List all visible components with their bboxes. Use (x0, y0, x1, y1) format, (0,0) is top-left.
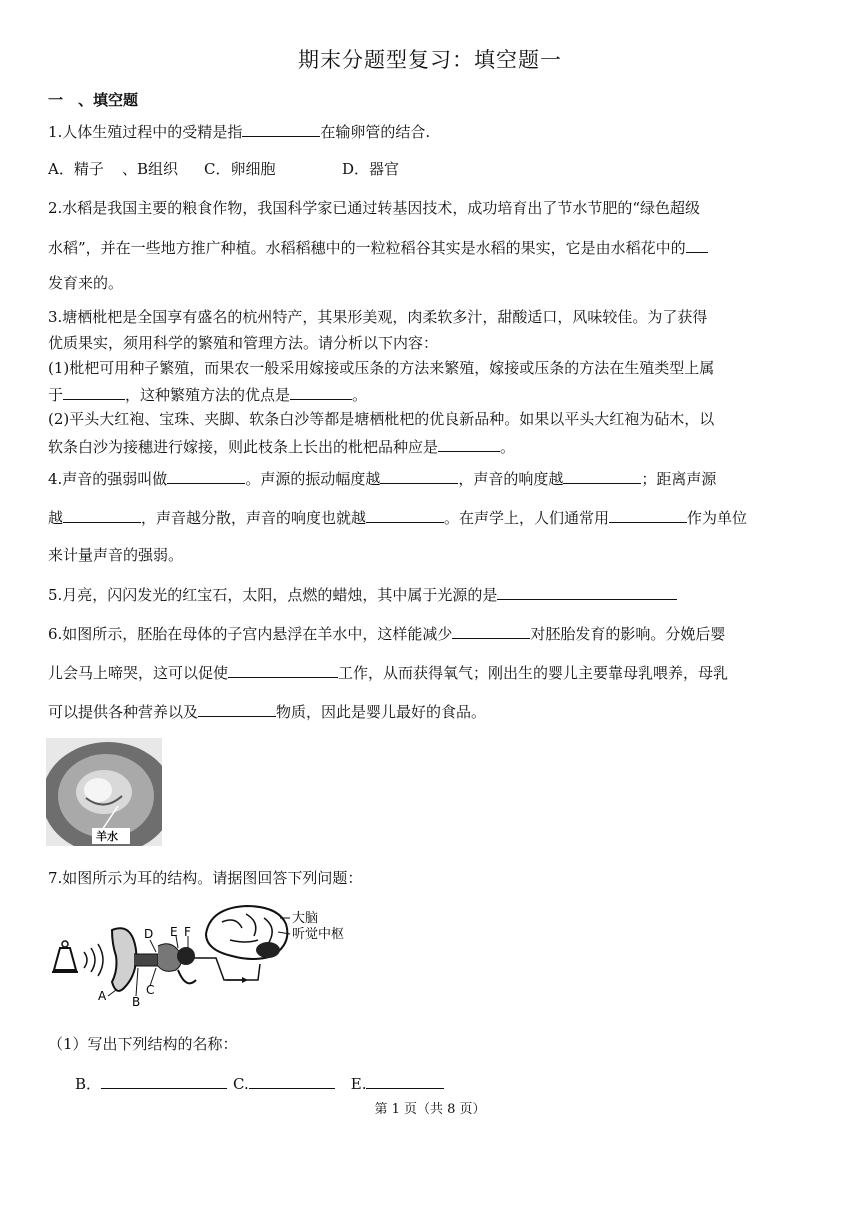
q7-blank-b[interactable] (101, 1072, 227, 1089)
q4-text-7: 。在声学上，人们通常用 (444, 509, 610, 527)
q6-line-1 (48, 622, 725, 644)
q1-option-c[interactable]: C．卵细胞 (204, 160, 276, 178)
q2-line-3: 发育来的。 (48, 274, 124, 292)
q3-line-4-text: 于 (48, 386, 64, 404)
q3-line-5: (2)平头大红袍、宝珠、夹脚、软条白沙等都是塘栖枇杷的优良新品种。如果以平头大红袍为砧木，以 (48, 410, 715, 428)
q4-line-3: 来计量声音的强弱。 (48, 546, 184, 564)
q4-blank-1[interactable] (167, 467, 245, 484)
q6-blank-1[interactable] (452, 622, 530, 639)
label-F: F (184, 925, 191, 939)
q4-blank-6[interactable] (609, 506, 687, 523)
q6-blank-2[interactable] (228, 661, 338, 678)
q4-line-1 (48, 467, 716, 489)
q2-line-2-text: 水稻”，并在一些地方推广种植。水稻稻穗中的一粒粒稻谷其实是水稻的果实，它是由水稻花中的 (48, 239, 686, 257)
q4-line-2 (48, 506, 747, 528)
label-brain: 大脑 (292, 911, 319, 926)
q1-blank[interactable] (242, 120, 320, 137)
q2-blank[interactable] (686, 236, 708, 253)
q1-option-b[interactable]: 、B组织 (122, 160, 179, 178)
ear-structure-figure (46, 900, 356, 1010)
q1-option-a[interactable]: A．精子 (48, 160, 104, 178)
label-auditory-center: 听觉中枢 (292, 927, 345, 942)
q6-text-5: 可以提供各种营养以及 (48, 703, 199, 721)
q2-line-2 (48, 236, 708, 258)
q6-text-6: 物质，因此是婴儿最好的食品。 (276, 703, 487, 721)
q3-line-2: 优质果实，须用科学的繁殖和管理方法。请分析以下内容： (48, 334, 439, 352)
q4-blank-2[interactable] (380, 467, 458, 484)
q6-line-3 (48, 700, 486, 722)
q6-text-4: 工作，从而获得氧气；刚出生的婴儿主要靠母乳喂养，母乳 (338, 664, 729, 682)
q7-label-c: C. (233, 1075, 249, 1093)
q3-blank-1[interactable] (63, 383, 125, 400)
q6-text-1: 6.如图所示，胚胎在母体的子宫内悬浮在羊水中，这样能减少 (48, 625, 453, 643)
q4-text-6: ，声音越分散，声音的响度也就越 (141, 509, 367, 527)
q4-text-1: 4.声音的强弱叫做 (48, 470, 168, 488)
q7-sub-question-1: （1）写出下列结构的名称： (48, 1035, 238, 1053)
q1-stem (48, 120, 430, 142)
q3-line-6-end: 。 (500, 438, 516, 456)
q6-text-3: 儿会马上啼哭，这可以促使 (48, 664, 229, 682)
q3-line-1: 3.塘栖枇杷是全国享有盛名的杭州特产，其果形美观，肉柔软多汁，甜酸适口，风味较佳。为了获得 (48, 308, 708, 326)
q3-line-4-end: 。 (352, 386, 368, 404)
q6-blank-3[interactable] (198, 700, 276, 717)
embryo-figure (46, 738, 162, 846)
q3-line-3: (1)枇杷可用种子繁殖，而果农一般采用嫁接或压条的方法来繁殖，嫁接或压条的方法在生殖类型上属 (48, 359, 715, 377)
q4-text-5: 越 (48, 509, 64, 527)
label-D: D (144, 927, 154, 941)
q4-blank-5[interactable] (366, 506, 444, 523)
q3-blank-3[interactable] (438, 435, 500, 452)
q6-line-2 (48, 661, 728, 683)
q1-stem-text-end: 在输卵管的结合. (320, 123, 431, 141)
q7-blank-c[interactable] (249, 1072, 335, 1089)
q5-blank[interactable] (497, 583, 677, 600)
q4-text-8: 作为单位 (687, 509, 748, 527)
q4-blank-3[interactable] (563, 467, 641, 484)
q4-blank-4[interactable] (63, 506, 141, 523)
label-A: A (98, 989, 107, 1003)
q1-stem-text: 1.人体生殖过程中的受精是指 (48, 123, 243, 141)
label-C: C (146, 983, 155, 997)
q1-options (48, 159, 399, 179)
label-E: E (170, 925, 178, 939)
label-B: B (132, 995, 141, 1009)
q5-text: 5.月亮，闪闪发光的红宝石，太阳，点燃的蜡烛，其中属于光源的是 (48, 586, 498, 604)
q7-label-b: B． (75, 1075, 102, 1093)
q4-text-4: ；距离声源 (641, 470, 717, 488)
q3-line-4 (48, 383, 367, 405)
q7-blank-e[interactable] (366, 1072, 444, 1089)
q7-answer-line (75, 1072, 444, 1094)
q7-label-e: E. (350, 1075, 367, 1093)
amniotic-fluid-label: 羊水 (96, 830, 118, 843)
q4-text-3: ，声音的响度越 (458, 470, 564, 488)
q3-line-6-text: 软条白沙为接穗进行嫁接，则此枝条上长出的枇杷品种应是 (48, 438, 439, 456)
page-footer: 第 1 页（共 8 页） (374, 1102, 486, 1117)
q1-option-d[interactable]: D．器官 (342, 160, 400, 178)
page-title: 期末分题型复习：填空题一 (298, 48, 562, 72)
q7-stem: 7.如图所示为耳的结构。请据图回答下列问题： (48, 869, 363, 887)
q6-text-2: 对胚胎发育的影响。分娩后婴 (530, 625, 726, 643)
q4-text-2: 。声源的振动幅度越 (245, 470, 381, 488)
q5-line (48, 583, 677, 605)
q3-line-6 (48, 435, 515, 457)
q3-line-4-mid: ，这种繁殖方法的优点是 (125, 386, 291, 404)
q2-line-1: 2.水稻是我国主要的粮食作物，我国科学家已通过转基因技术，成功培育出了节水节肥的“绿色超级 (48, 199, 700, 217)
section-heading: 一 、填空题 (48, 91, 139, 109)
q3-blank-2[interactable] (290, 383, 352, 400)
